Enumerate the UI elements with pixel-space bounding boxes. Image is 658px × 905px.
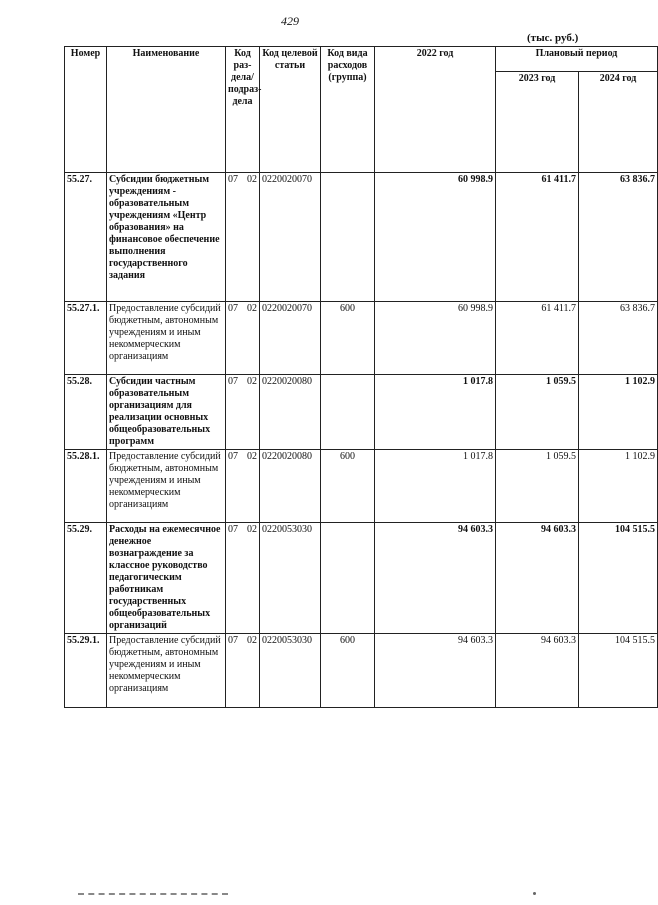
row-expense-type [321, 523, 375, 634]
row-name: Предоставление субсидий бюджетным, автономным учреждениям и иным некоммерческим организациям [107, 450, 226, 523]
row-target-code: 0220020080 [260, 450, 321, 523]
header-section-code: Код раз-дела/ подраз-дела [226, 47, 260, 173]
row-expense-type [321, 375, 375, 450]
header-row [65, 47, 658, 72]
row-section-code [226, 173, 260, 302]
row-number: 55.27.1. [65, 302, 107, 375]
subsection-code: 02 [247, 303, 257, 314]
header-name: Наименование [107, 47, 226, 173]
row-value-2024: 63 836.7 [579, 302, 658, 375]
subsection-code: 02 [247, 451, 257, 462]
row-expense-type: 600 [321, 302, 375, 375]
row-target-code: 0220053030 [260, 523, 321, 634]
section-code: 07 [228, 635, 238, 646]
subsection-code: 02 [247, 376, 257, 387]
header-year-2024: 2024 год [579, 72, 658, 173]
row-value-2024: 1 102.9 [579, 450, 658, 523]
row-value-2022: 94 603.3 [375, 634, 496, 708]
row-name: Субсидии бюджетным учреждениям - образовательным учреждениям «Центр образования» на финансовое обеспечение выполнения государственного задания [107, 173, 226, 302]
row-name: Субсидии частным образовательным организациям для реализации основных общеобразовательных программ [107, 375, 226, 450]
row-value-2024: 1 102.9 [579, 375, 658, 450]
row-value-2024: 104 515.5 [579, 523, 658, 634]
row-target-code: 0220020080 [260, 375, 321, 450]
row-value-2022: 60 998.9 [375, 302, 496, 375]
row-value-2023: 1 059.5 [496, 450, 579, 523]
row-number: 55.27. [65, 173, 107, 302]
row-section-code [226, 375, 260, 450]
row-section-code [226, 302, 260, 375]
row-number: 55.28.1. [65, 450, 107, 523]
row-name: Предоставление субсидий бюджетным, автономным учреждениям и иным некоммерческим организациям [107, 634, 226, 708]
page-number: 429 [281, 14, 299, 28]
row-expense-type [321, 173, 375, 302]
table-row [65, 523, 658, 634]
row-expense-type: 600 [321, 450, 375, 523]
header-target-code: Код целевой статьи [260, 47, 321, 173]
header-year-2023: 2023 год [496, 72, 579, 173]
subsection-code: 02 [247, 524, 257, 535]
table-row [65, 302, 658, 375]
row-value-2022: 1 017.8 [375, 450, 496, 523]
table-row [65, 375, 658, 450]
row-value-2023: 94 603.3 [496, 523, 579, 634]
section-code: 07 [228, 376, 238, 387]
footer-rule [78, 893, 228, 897]
row-name: Расходы на ежемесячное денежное вознаграждение за классное руководство педагогическим работникам государственных общеобразовательных организаций [107, 523, 226, 634]
row-value-2022: 94 603.3 [375, 523, 496, 634]
section-code: 07 [228, 174, 238, 185]
row-section-code [226, 523, 260, 634]
header-year-2022: 2022 год [375, 47, 496, 173]
section-code: 07 [228, 303, 238, 314]
row-section-code [226, 634, 260, 708]
row-section-code [226, 450, 260, 523]
row-value-2023: 61 411.7 [496, 173, 579, 302]
header-expense-type: Код вида расходов (группа) [321, 47, 375, 173]
budget-table [64, 46, 658, 708]
row-value-2023: 94 603.3 [496, 634, 579, 708]
table-row [65, 450, 658, 523]
section-code: 07 [228, 524, 238, 535]
header-planned-period: Плановый период [496, 47, 658, 72]
row-value-2024: 63 836.7 [579, 173, 658, 302]
row-target-code: 0220053030 [260, 634, 321, 708]
units-label: (тыс. руб.) [527, 32, 579, 44]
header-number: Номер [65, 47, 107, 173]
row-value-2022: 1 017.8 [375, 375, 496, 450]
row-expense-type: 600 [321, 634, 375, 708]
row-value-2023: 1 059.5 [496, 375, 579, 450]
row-target-code: 0220020070 [260, 173, 321, 302]
row-number: 55.28. [65, 375, 107, 450]
row-target-code: 0220020070 [260, 302, 321, 375]
table-row [65, 634, 658, 708]
row-name: Предоставление субсидий бюджетным, автономным учреждениям и иным некоммерческим организациям [107, 302, 226, 375]
row-value-2023: 61 411.7 [496, 302, 579, 375]
subsection-code: 02 [247, 635, 257, 646]
row-number: 55.29. [65, 523, 107, 634]
section-code: 07 [228, 451, 238, 462]
row-number: 55.29.1. [65, 634, 107, 708]
footer-mark [533, 892, 536, 895]
subsection-code: 02 [247, 174, 257, 185]
row-value-2022: 60 998.9 [375, 173, 496, 302]
row-value-2024: 104 515.5 [579, 634, 658, 708]
table-row [65, 173, 658, 302]
